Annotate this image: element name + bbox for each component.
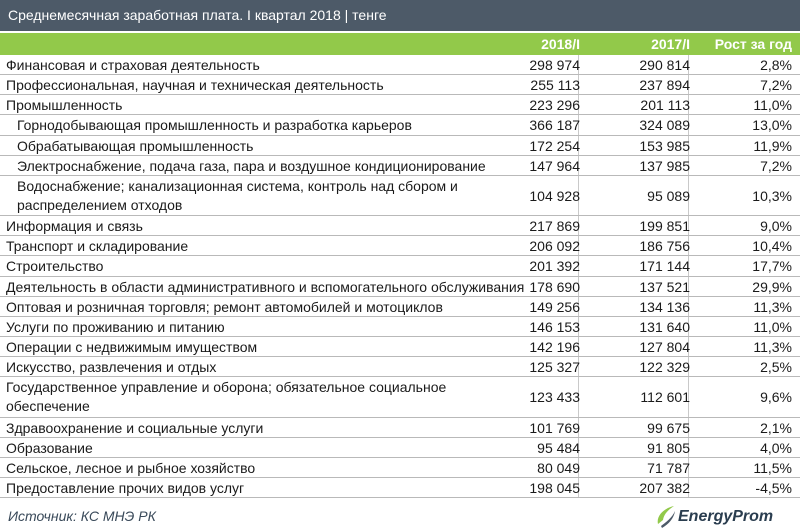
row-label: Деятельность в области административного и вспомогательного обслуживания <box>6 278 525 295</box>
row-label: Государственное управление и оборона; обязательное социальное обеспечение <box>6 379 447 415</box>
value-growth: 11,9% <box>753 137 792 154</box>
value-growth: 7,2% <box>760 157 792 174</box>
table-row <box>0 458 800 478</box>
table-row <box>0 95 800 115</box>
table-row <box>0 357 800 377</box>
value-2018: 172 254 <box>529 137 580 154</box>
value-2017: 137 985 <box>639 157 690 174</box>
row-label: Искусство, развлечения и отдых <box>6 359 217 376</box>
value-growth: 29,9% <box>752 278 792 295</box>
value-2018: 255 113 <box>530 77 580 94</box>
row-label: Услуги по проживанию и питанию <box>6 318 225 335</box>
value-2018: 298 974 <box>529 57 580 73</box>
table-row <box>0 115 800 135</box>
column-header-2017: 2017/I <box>651 36 690 52</box>
row-label: Информация и связь <box>6 218 143 235</box>
value-2017: 201 113 <box>640 97 690 114</box>
value-growth: -4,5% <box>755 479 792 496</box>
value-2017: 207 382 <box>639 479 690 496</box>
row-label: Образование <box>6 439 93 456</box>
column-header-2018: 2018/I <box>541 36 580 52</box>
source-note: Источник: КС МНЭ РК <box>8 508 156 524</box>
value-2017: 186 756 <box>639 238 690 255</box>
value-2017: 199 851 <box>639 218 690 235</box>
value-2017: 127 804 <box>639 338 690 355</box>
value-2018: 142 196 <box>529 338 580 355</box>
row-label: Транспорт и складирование <box>6 238 189 255</box>
value-growth: 13,0% <box>752 117 792 134</box>
value-2018: 123 433 <box>529 389 580 406</box>
logo-text: EnergyProm <box>678 508 774 525</box>
value-growth: 17,7% <box>752 258 792 275</box>
row-label: Обрабатывающая промышленность <box>17 137 254 154</box>
value-2018: 223 296 <box>529 97 580 114</box>
value-2017: 131 640 <box>639 318 690 335</box>
table-row <box>0 75 800 95</box>
value-2018: 198 045 <box>529 479 580 496</box>
value-growth: 2,1% <box>760 419 792 436</box>
value-2017: 290 814 <box>639 57 690 73</box>
table-row <box>0 418 800 438</box>
row-label: Сельское, лесное и рыбное хозяйство <box>6 459 256 476</box>
value-2018: 147 964 <box>529 157 580 174</box>
value-growth: 11,3% <box>753 298 792 315</box>
table-row <box>0 297 800 317</box>
value-2018: 104 928 <box>529 187 580 204</box>
row-label: Промышленность <box>6 97 123 114</box>
row-label: Водоснабжение; канализационная система, контроль над сбором и распределением отходов <box>17 177 458 213</box>
value-growth: 11,0% <box>753 97 792 114</box>
row-label: Профессиональная, научная и техническая деятельность <box>6 77 384 94</box>
table-row <box>0 256 800 276</box>
value-growth: 7,2% <box>760 77 792 94</box>
table-header <box>0 33 800 55</box>
row-label: Операции с недвижимым имуществом <box>6 338 258 355</box>
value-2018: 217 869 <box>529 218 580 235</box>
value-2017: 134 136 <box>639 298 690 315</box>
value-growth: 11,5% <box>753 459 792 476</box>
value-growth: 10,4% <box>752 238 792 255</box>
value-2018: 101 769 <box>529 419 580 436</box>
table-row <box>0 156 800 176</box>
value-2018: 125 327 <box>529 359 580 376</box>
energyprom-logo-icon <box>654 502 678 530</box>
row-label: Строительство <box>6 258 104 275</box>
row-label: Предоставление прочих видов услуг <box>6 479 245 496</box>
value-2018: 178 690 <box>529 278 580 295</box>
value-2018: 201 392 <box>529 258 580 275</box>
table-row <box>0 176 800 216</box>
value-2017: 137 521 <box>639 278 690 295</box>
table-row <box>0 136 800 156</box>
table-row <box>0 277 800 297</box>
row-label: Здравоохранение и социальные услуги <box>6 419 264 436</box>
table-row <box>0 236 800 256</box>
value-2017: 324 089 <box>639 117 690 134</box>
value-2018: 95 484 <box>537 439 580 456</box>
value-growth: 4,0% <box>760 439 792 456</box>
value-2018: 80 049 <box>537 459 580 476</box>
value-growth: 11,0% <box>753 318 792 335</box>
table-body <box>0 55 800 498</box>
value-2018: 366 187 <box>529 117 580 134</box>
table-row <box>0 377 800 417</box>
value-2017: 237 894 <box>639 77 690 94</box>
value-growth: 9,6% <box>760 389 792 406</box>
column-header-growth: Рост за год <box>714 36 792 52</box>
table-row <box>0 317 800 337</box>
table-row <box>0 337 800 357</box>
value-2017: 95 089 <box>647 187 690 204</box>
table-row <box>0 216 800 236</box>
value-growth: 9,0% <box>760 218 792 235</box>
value-2017: 112 601 <box>640 389 690 406</box>
table-row <box>0 478 800 498</box>
value-2018: 206 092 <box>529 238 580 255</box>
value-2017: 153 985 <box>639 137 690 154</box>
table-title: Среднемесячная заработная плата. I квартал 2018 | тенге <box>0 0 800 31</box>
value-2017: 71 787 <box>647 459 690 476</box>
row-label: Финансовая и страховая деятельность <box>6 57 260 73</box>
value-2017: 171 144 <box>639 258 690 275</box>
value-growth: 10,3% <box>752 187 792 204</box>
value-2017: 91 805 <box>647 439 690 456</box>
energyprom-logo <box>654 502 798 530</box>
table-row <box>0 438 800 458</box>
row-label: Электроснабжение, подача газа, пара и воздушное кондиционирование <box>17 157 486 174</box>
value-2018: 146 153 <box>529 318 580 335</box>
value-2018: 149 256 <box>529 298 580 315</box>
value-growth: 2,5% <box>760 359 792 376</box>
value-growth: 2,8% <box>760 57 792 73</box>
value-2017: 122 329 <box>639 359 690 376</box>
value-2017: 99 675 <box>647 419 690 436</box>
table-row <box>0 55 800 75</box>
value-growth: 11,3% <box>753 338 792 355</box>
row-label: Горнодобывающая промышленность и разработка карьеров <box>17 117 412 134</box>
row-label: Оптовая и розничная торговля; ремонт автомобилей и мотоциклов <box>6 298 443 315</box>
